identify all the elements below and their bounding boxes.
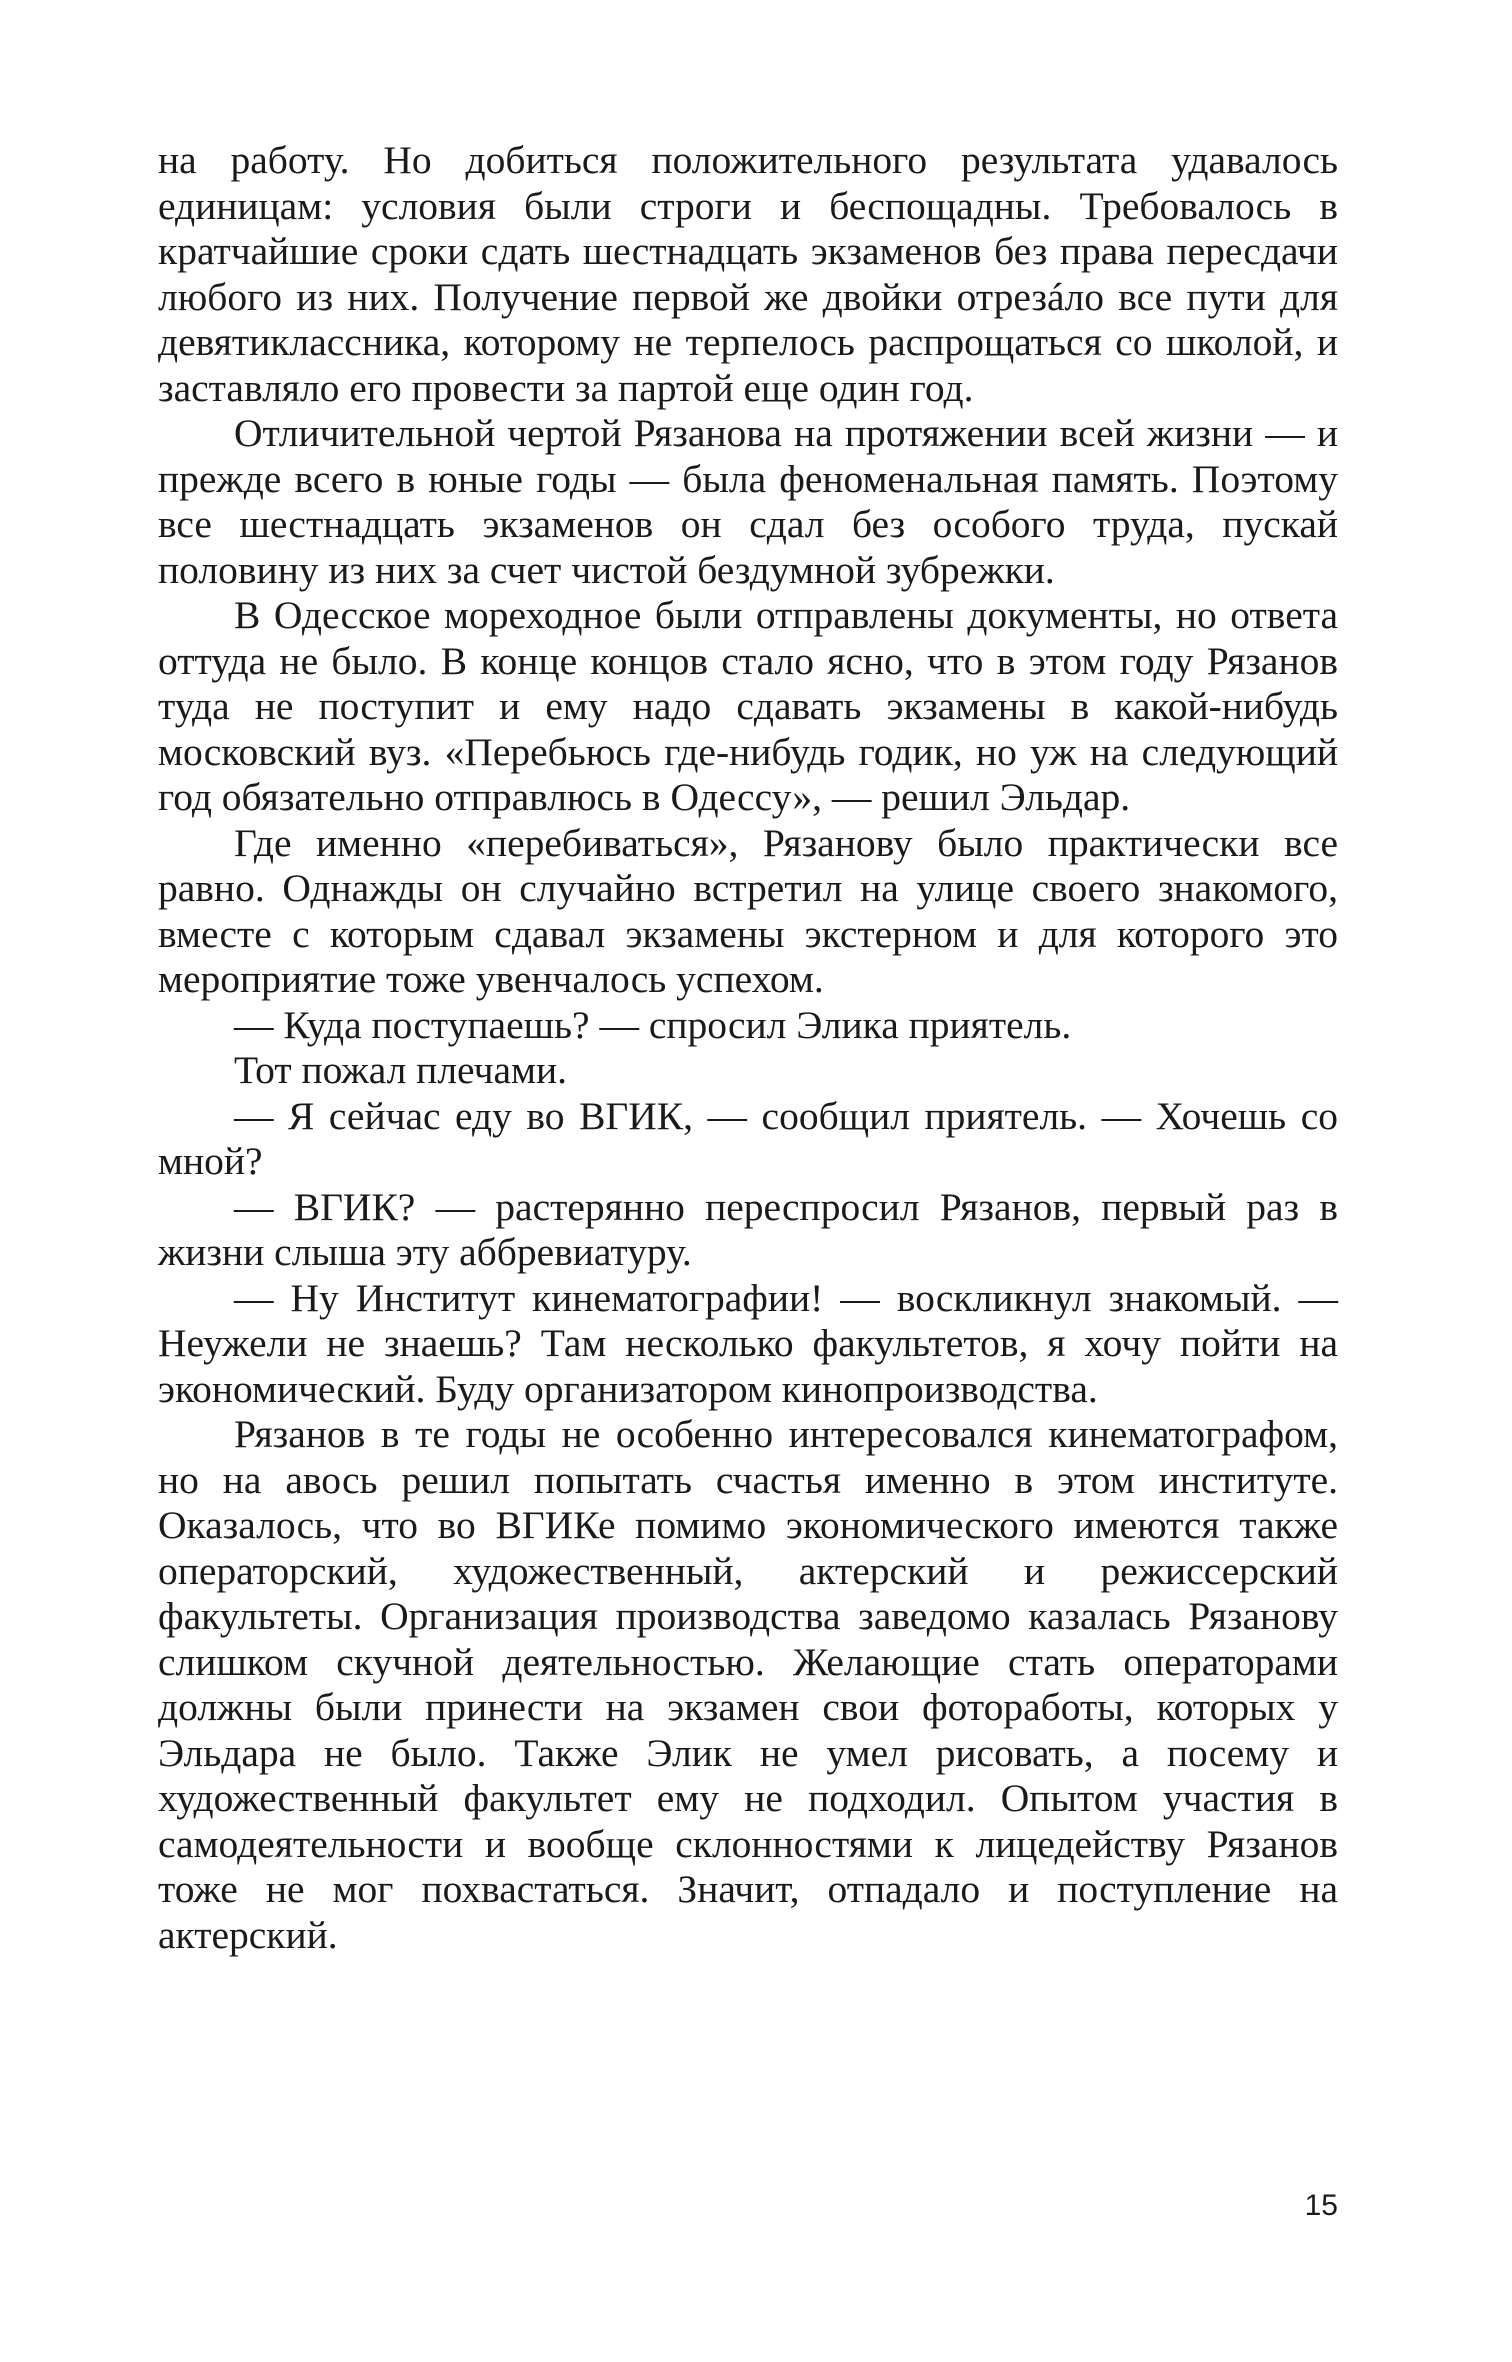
page-number: 15 xyxy=(1304,2189,1338,2222)
body-text xyxy=(158,138,1338,1958)
dialogue-line: — Ну Институт кинематографии! — воскликнул знакомый. — Неужели не знаешь? Там несколько факультетов, я хочу пойти на экономический. Буду организатором кинопроизводства. xyxy=(158,1275,1338,1411)
paragraph: В Одесское мореходное были отправлены документы, но ответа оттуда не было. В конце концов стало ясно, что в этом году Рязанов туда не поступит и ему надо сдавать экзамены в какой-нибудь московский вуз. «Перебьюсь где-нибудь годик, но уж на следующий год обязательно отправлюсь в Одессу», — решил Эльдар. xyxy=(158,593,1338,819)
dialogue-line: — ВГИК? — растерянно переспросил Рязанов, первый раз в жизни слыша эту аббревиатуру. xyxy=(158,1184,1338,1274)
paragraph: на работу. Но добиться положительного результата удавалось единицам: условия были строги и беспощадны. Требовалось в кратчайшие сроки сдать шестнадцать экзаменов без права пересдачи любого из них. Получение первой же двойки отрезáло все пути для девятиклассника, которому не терпелось распрощаться со школой, и заставляло его провести за партой еще один год. xyxy=(158,138,1338,410)
paragraph: Отличительной чертой Рязанова на протяжении всей жизни — и прежде всего в юные годы — была феноменальная память. Поэтому все шестнадцать экзаменов он сдал без особого труда, пускай половину из них за счет чистой бездумной зубрежки. xyxy=(158,411,1338,592)
dialogue-line: — Я сейчас еду во ВГИК, — сообщил приятель. — Хочешь со мной? xyxy=(158,1093,1338,1183)
paragraph: Тот пожал плечами. xyxy=(234,1048,567,1092)
dialogue-line: — Куда поступаешь? — спросил Элика приятель. xyxy=(234,1002,1072,1047)
paragraph: Где именно «перебиваться», Рязанову было практически все равно. Однажды он случайно встретил на улице своего знакомого, вместе с которым сдавал экзамены экстерном и для которого это мероприятие тоже увенчалось успехом. xyxy=(158,820,1338,1001)
paragraph: Рязанов в те годы не особенно интересовался кинематографом, но на авось решил попытать счастья именно в этом институте. Оказалось, что во ВГИКе помимо экономического имеются также операторский, художественный, актерский и режиссерский факультеты. Организация производства заведомо казалась Рязанову слишком скучной деятельностью. Желающие стать операторами должны были принести на экзамен свои фотоработы, которых у Эльдара не было. Также Элик не умел рисовать, а посему и художественный факультет ему не подходил. Опытом участия в самодеятельности и вообще склонностями к лицедейству Рязанов тоже не мог похвастаться. Значит, отпадало и поступление на актерский. xyxy=(158,1412,1338,1957)
